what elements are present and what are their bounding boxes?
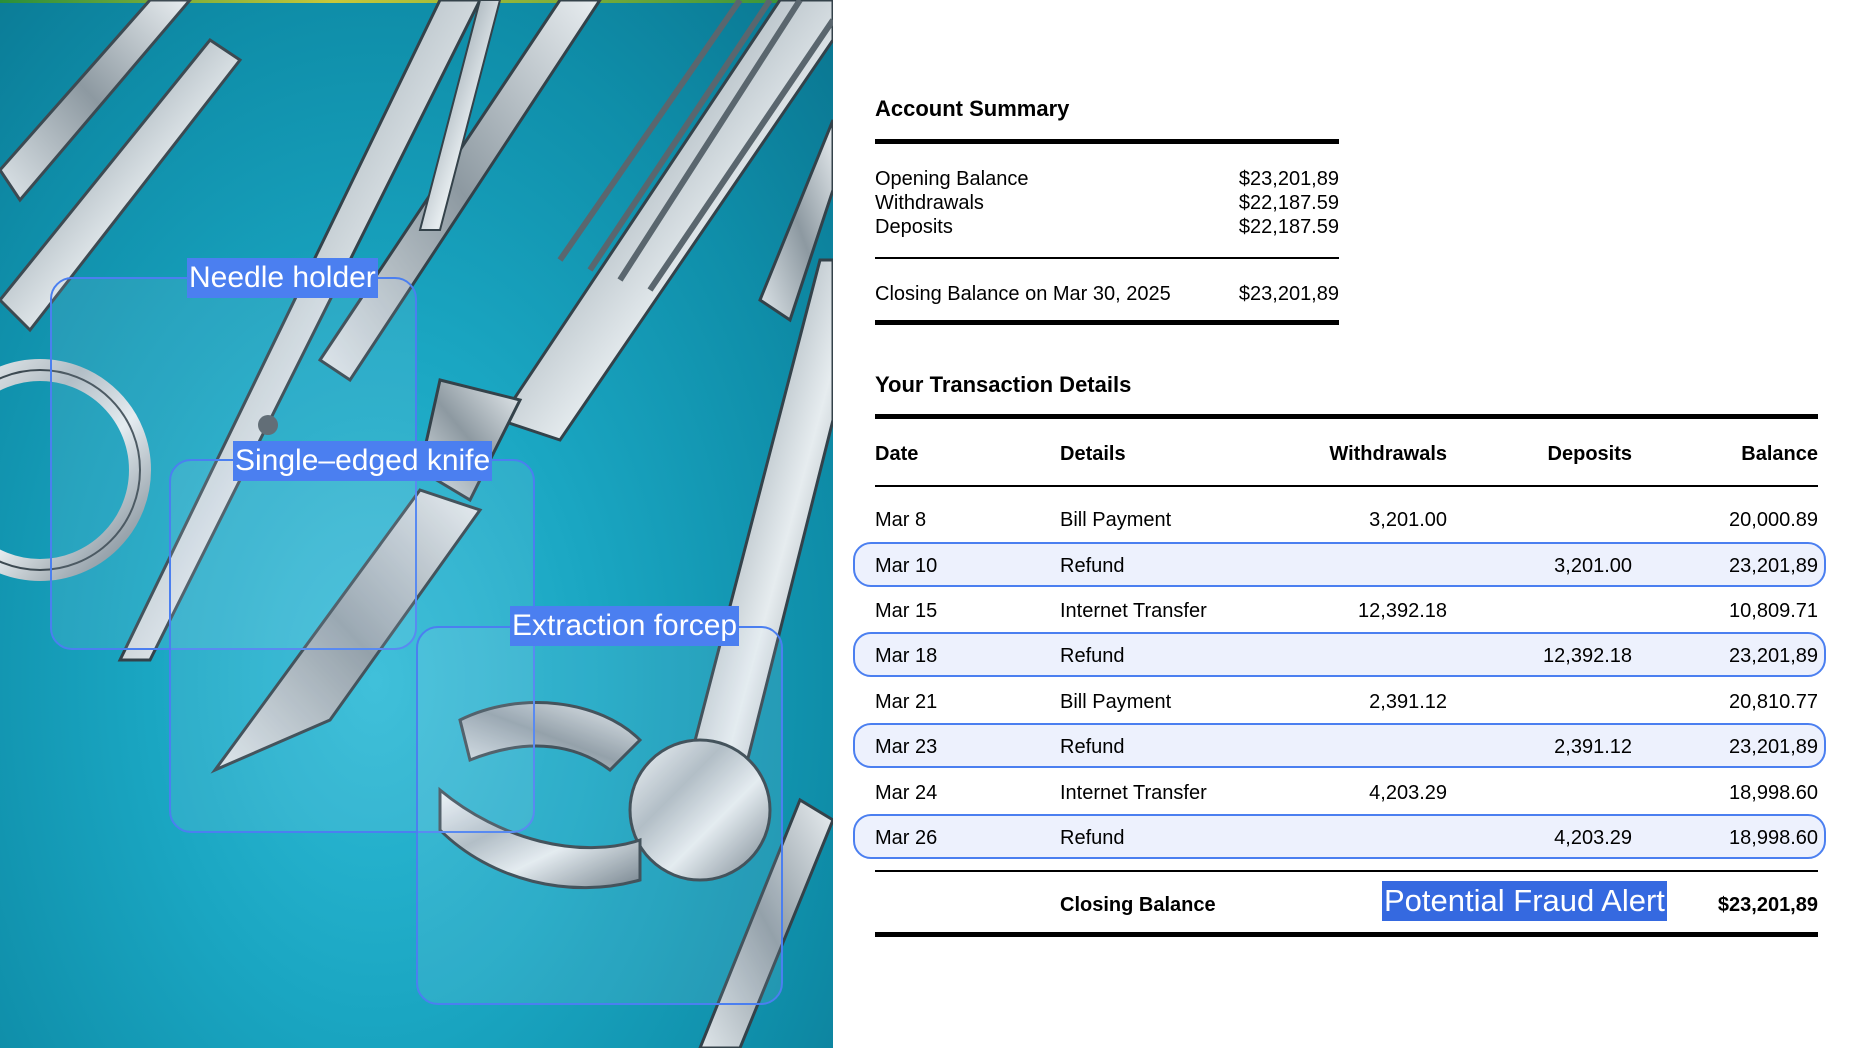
knife-label: Single–edged knife xyxy=(233,441,492,481)
row-withdrawal: 2,391.12 xyxy=(1369,691,1447,713)
row-date: Mar 21 xyxy=(875,691,938,713)
closing-balance-date-label: Closing Balance on Mar 30, 2025 xyxy=(875,283,1171,305)
row-date: Mar 8 xyxy=(875,509,927,531)
forceps-box xyxy=(416,626,783,1005)
summary-bottom-rule xyxy=(875,320,1339,325)
row-details: Internet Transfer xyxy=(1060,782,1207,804)
row-deposit: 3,201.00 xyxy=(1554,555,1632,577)
row-details: Refund xyxy=(1060,827,1125,849)
surgical-instruments-photo xyxy=(0,0,833,1048)
row-balance: 10,809.71 xyxy=(1729,600,1818,622)
row-balance: 23,201,89 xyxy=(1729,555,1818,577)
row-withdrawal: 3,201.00 xyxy=(1369,509,1447,531)
row-date: Mar 18 xyxy=(875,645,938,667)
header-deposits: Deposits xyxy=(1547,443,1632,465)
needle-holder-label: Needle holder xyxy=(187,258,378,298)
row-date: Mar 15 xyxy=(875,600,938,622)
row-date: Mar 24 xyxy=(875,782,938,804)
row-details: Refund xyxy=(1060,645,1125,667)
account-summary-title: Account Summary xyxy=(875,96,1070,121)
scalpel-handle-shape xyxy=(420,0,833,500)
row-details: Refund xyxy=(1060,555,1125,577)
footer-rule xyxy=(875,870,1818,872)
header-date: Date xyxy=(875,443,919,465)
summary-mid-rule xyxy=(875,257,1339,259)
closing-balance-date-value: $23,201,89 xyxy=(1238,283,1339,305)
header-rule xyxy=(875,485,1818,487)
row-withdrawal: 4,203.29 xyxy=(1369,782,1447,804)
opening-balance-label: Opening Balance xyxy=(875,168,1029,190)
fraud-alert-label: Potential Fraud Alert xyxy=(1382,881,1667,921)
forceps-label: Extraction forcep xyxy=(510,606,739,646)
row-details: Bill Payment xyxy=(1060,509,1172,531)
row-details: Internet Transfer xyxy=(1060,600,1207,622)
row-balance: 23,201,89 xyxy=(1729,736,1818,758)
row-date: Mar 10 xyxy=(875,555,938,577)
row-withdrawal: 12,392.18 xyxy=(1358,600,1447,622)
closing-balance-value: $23,201,89 xyxy=(1717,894,1818,916)
row-balance: 23,201,89 xyxy=(1729,645,1818,667)
deposits-value: $22,187.59 xyxy=(1238,216,1339,238)
transaction-details-title: Your Transaction Details xyxy=(875,372,1132,397)
row-balance: 20,000.89 xyxy=(1729,509,1818,531)
transactions-top-rule xyxy=(875,414,1818,419)
row-deposit: 4,203.29 xyxy=(1554,827,1632,849)
summary-top-rule xyxy=(875,139,1339,144)
row-details: Refund xyxy=(1060,736,1125,758)
header-balance: Balance xyxy=(1741,443,1818,465)
row-balance: 18,998.60 xyxy=(1729,827,1818,849)
row-balance: 20,810.77 xyxy=(1729,691,1818,713)
row-deposit: 12,392.18 xyxy=(1543,645,1632,667)
opening-balance-value: $23,201,89 xyxy=(1238,168,1339,190)
row-date: Mar 26 xyxy=(875,827,938,849)
row-deposit: 2,391.12 xyxy=(1554,736,1632,758)
row-date: Mar 23 xyxy=(875,736,938,758)
row-balance: 18,998.60 xyxy=(1729,782,1818,804)
closing-balance-label: Closing Balance xyxy=(1060,894,1216,916)
withdrawals-value: $22,187.59 xyxy=(1238,192,1339,214)
row-details: Bill Payment xyxy=(1060,691,1172,713)
withdrawals-label: Withdrawals xyxy=(875,192,984,214)
deposits-label: Deposits xyxy=(875,216,953,238)
header-details: Details xyxy=(1060,443,1126,465)
header-withdrawals: Withdrawals xyxy=(1329,443,1447,465)
transactions-bottom-rule xyxy=(875,932,1818,937)
